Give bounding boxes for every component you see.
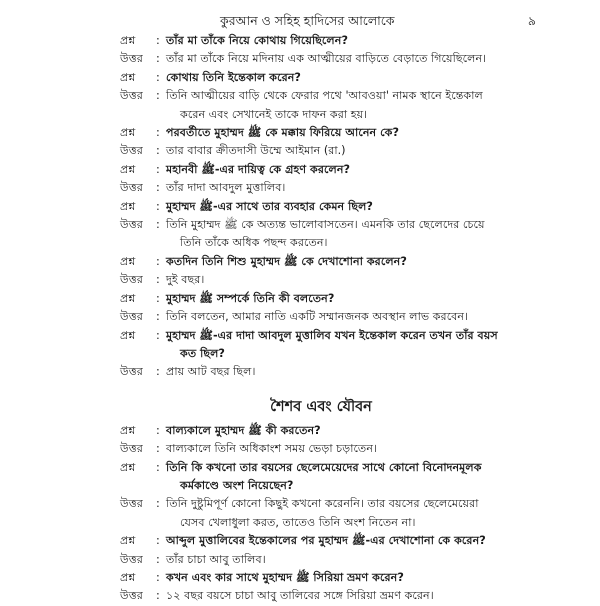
text-line: মুহাম্মদ ﷺ-এর দাদা আবদুল মুত্তালিব যখন ইন্তেকাল করেন তখন তাঁর বয়স — [166, 328, 498, 342]
answer-text — [166, 495, 522, 532]
answer-row — [120, 587, 522, 605]
question-label: প্রশ্ন — [120, 126, 136, 140]
qa-section-1 — [120, 32, 522, 382]
answer-text — [166, 271, 522, 289]
separator: : — [156, 199, 160, 213]
page-header — [120, 10, 536, 32]
question-row — [120, 124, 522, 142]
question-row — [120, 569, 522, 587]
answer-row — [120, 271, 522, 289]
question-row — [120, 161, 522, 179]
separator: : — [156, 442, 160, 456]
separator: : — [156, 423, 160, 437]
text-line: কর্মকাণ্ডে অংশ নিয়েছেন? — [180, 478, 294, 492]
separator: : — [156, 181, 160, 195]
question-text — [166, 161, 522, 179]
answer-label: উত্তর — [120, 144, 143, 158]
answer-label: উত্তর — [120, 310, 143, 324]
text-line: পরবর্তীতে মুহাম্মদ ﷺ কে মক্কায় ফিরিয়ে আনেন কে? — [166, 126, 399, 140]
answer-label: উত্তর — [120, 218, 143, 232]
question-label: প্রশ্ন — [120, 570, 136, 584]
answer-text — [166, 179, 522, 197]
answer-text — [166, 50, 522, 68]
answer-text — [166, 551, 522, 569]
answer-label: উত্তর — [120, 552, 143, 566]
text-line: প্রায় আট বছর ছিল। — [166, 365, 256, 379]
text-line: কোথায় তিনি ইন্তেকাল করেন? — [166, 70, 301, 84]
answer-row — [120, 216, 522, 253]
separator: : — [156, 254, 160, 268]
separator: : — [156, 70, 160, 84]
answer-row — [120, 440, 522, 458]
question-row — [120, 459, 522, 496]
question-row — [120, 290, 522, 308]
text-line: তিনি আত্মীয়ের বাড়ি থেকে ফেরার পথে 'আবওয়া' নামক স্থানে ইন্তেকাল — [166, 89, 483, 103]
question-row — [120, 69, 522, 87]
text-line: তিনি কি কখনো তার বয়সের ছেলেমেয়েদের সাথে কোনো বিনোদনমূলক — [166, 460, 482, 474]
separator: : — [156, 144, 160, 158]
text-line: দুই বছর। — [166, 273, 205, 287]
question-text — [166, 253, 522, 271]
question-label: প্রশ্ন — [120, 534, 136, 548]
question-row — [120, 532, 522, 550]
answer-text — [166, 142, 522, 160]
text-line: কতদিন তিনি শিশু মুহাম্মদ ﷺ কে দেখাশোনা করলেন? — [166, 254, 407, 268]
question-text — [166, 198, 522, 216]
text-line: তাঁর মা তাঁকে নিয়ে কোথায় গিয়েছিলেন? — [166, 34, 348, 47]
answer-label: উত্তর — [120, 589, 143, 603]
answer-row — [120, 179, 522, 197]
qa-section-2 — [120, 422, 522, 606]
question-text — [166, 422, 522, 440]
answer-label: উত্তর — [120, 273, 143, 287]
question-label: প্রশ্ন — [120, 162, 136, 176]
text-line: মহানবী ﷺ-এর দায়িত্ব কে গ্রহণ করলেন? — [166, 162, 350, 176]
answer-text — [166, 216, 522, 253]
text-line: বাল্যকালে মুহাম্মদ ﷺ কী করতেন? — [166, 423, 321, 437]
answer-text — [166, 440, 522, 458]
text-line: তিনি বলতেন, আমার নাতি একটি সম্মানজনক অবস্থান লাভ করবেন। — [166, 310, 469, 324]
text-line: তাঁর দাদা আবদুল মুত্তালিব। — [166, 181, 286, 195]
answer-row — [120, 142, 522, 160]
question-text — [166, 569, 522, 587]
separator: : — [156, 534, 160, 548]
text-line: মুহাম্মদ ﷺ সম্পর্কে তিনি কী বলতেন? — [166, 291, 335, 305]
answer-row — [120, 363, 522, 381]
separator: : — [156, 52, 160, 66]
answer-row — [120, 308, 522, 326]
answer-label: উত্তর — [120, 497, 143, 511]
text-line: বাল্যকালে তিনি অধিকাংশ সময় ভেড়া চড়াতেন। — [166, 442, 378, 456]
separator: : — [156, 460, 160, 474]
answer-label: উত্তর — [120, 442, 143, 456]
answer-row — [120, 87, 522, 124]
answer-row — [120, 551, 522, 569]
separator: : — [156, 126, 160, 140]
text-line: তাঁর মা তাঁকে নিয়ে মদিনায় এক আত্মীয়ের বাড়িতে বেড়াতে গিয়েছিলেন। — [166, 52, 487, 66]
question-label: প্রশ্ন — [120, 423, 136, 437]
question-label: প্রশ্ন — [120, 291, 136, 305]
running-title: কুরআন ও সহিহ হাদিসের আলোকে — [220, 13, 395, 28]
separator: : — [156, 273, 160, 287]
text-line: তার বাবার ক্রীতদাসী উম্মে আইমান (রা.) — [166, 144, 346, 158]
answer-label: উত্তর — [120, 365, 143, 379]
answer-text — [166, 363, 522, 381]
page-number: ৯ — [527, 13, 536, 28]
text-line: যেসব খেলাধুলা করত, তাতেও তিনি অংশ নিতেন না। — [180, 515, 416, 529]
question-label: প্রশ্ন — [120, 328, 136, 342]
question-text — [166, 532, 522, 550]
separator: : — [156, 328, 160, 342]
text-line: তিনি তাঁকে অধিক পছন্দ করতেন। — [180, 236, 328, 250]
separator: : — [156, 89, 160, 103]
separator: : — [156, 291, 160, 305]
separator: : — [156, 310, 160, 324]
separator: : — [156, 589, 160, 603]
question-row — [120, 198, 522, 216]
answer-row — [120, 495, 522, 532]
question-text — [166, 327, 522, 364]
answer-text — [166, 308, 522, 326]
separator: : — [156, 552, 160, 566]
question-text — [166, 32, 522, 50]
text-line: মুহাম্মদ ﷺ-এর সাথে তার ব্যবহার কেমন ছিল? — [166, 199, 373, 213]
question-text — [166, 124, 522, 142]
question-row — [120, 32, 522, 50]
separator: : — [156, 34, 160, 47]
text-line: তাঁর চাচা আবু তালিব। — [166, 552, 266, 566]
separator: : — [156, 497, 160, 511]
separator: : — [156, 570, 160, 584]
question-label: প্রশ্ন — [120, 460, 136, 474]
question-row — [120, 422, 522, 440]
question-row — [120, 327, 522, 364]
question-text — [166, 459, 522, 496]
separator: : — [156, 162, 160, 176]
answer-label: উত্তর — [120, 89, 143, 103]
text-line: তিনি দুষ্টুমিপূর্ণ কোনো কিছুই কখনো করেননি। তার বয়সের ছেলেমেয়েরা — [166, 497, 479, 511]
answer-row — [120, 50, 522, 68]
question-label: প্রশ্ন — [120, 34, 136, 47]
answer-text — [166, 587, 522, 605]
question-text — [166, 290, 522, 308]
answer-text — [166, 87, 522, 124]
answer-label: উত্তর — [120, 181, 143, 195]
text-line: করেন এবং সেখানেই তাকে দাফন করা হয়। — [180, 107, 368, 121]
text-line: তিনি মুহাম্মদ ﷺ কে অত্যন্ত ভালোবাসতেন। এমনকি তার ছেলেদের চেয়ে — [166, 218, 485, 232]
text-line: কত ছিল? — [180, 346, 225, 360]
separator: : — [156, 218, 160, 232]
text-line: আব্দুল মুত্তালিবের ইন্তেকালের পর মুহাম্মদ ﷺ-এর দেখাশোনা কে করেন? — [166, 534, 486, 548]
section-heading: শৈশব এবং যৌবন — [270, 398, 372, 415]
text-line: কখন এবং কার সাথে মুহাম্মদ ﷺ সিরিয়া ভ্রমণ করেন? — [166, 570, 404, 584]
answer-label: উত্তর — [120, 52, 143, 66]
question-label: প্রশ্ন — [120, 254, 136, 268]
separator: : — [156, 365, 160, 379]
text-line: ১২ বছর বয়সে চাচা আবু তালিবের সঙ্গে সিরিয়া ভ্রমণ করেন। — [166, 589, 434, 603]
question-row — [120, 253, 522, 271]
question-label: প্রশ্ন — [120, 199, 136, 213]
question-text — [166, 69, 522, 87]
question-label: প্রশ্ন — [120, 70, 136, 84]
